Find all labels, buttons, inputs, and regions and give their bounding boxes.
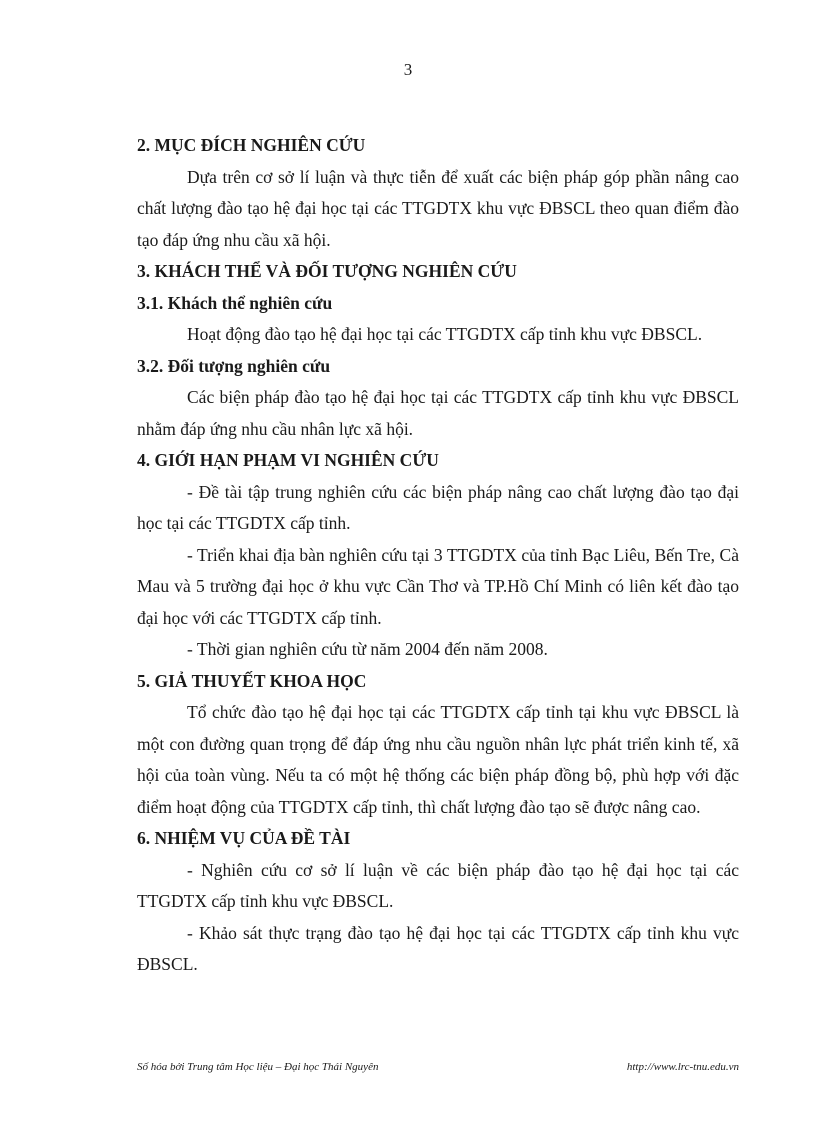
section-3-heading: 3. KHÁCH THỂ VÀ ĐỐI TƯỢNG NGHIÊN CỨU xyxy=(137,261,517,281)
section-6-item-1: - Nghiên cứu cơ sở lí luận về các biện pháp đào tạo hệ đại học tại các TTGDTX cấp tỉnh khu vực ĐBSCL. xyxy=(137,859,739,911)
section-5-paragraph: Tổ chức đào tạo hệ đại học tại các TTGDTX cấp tỉnh tại khu vực ĐBSCL là một con đường quan trọng để đáp ứng nhu cầu nguồn nhân lực phát triển kinh tế, xã hội của toàn vùng. Nếu ta có một hệ thống các biện pháp đồng bộ, phù hợp với đặc điểm hoạt động của TTGDTX cấp tỉnh, thì chất lượng đào tạo sẽ được nâng cao. xyxy=(137,702,739,817)
section-4-item-2: - Triển khai địa bàn nghiên cứu tại 3 TTGDTX của tỉnh Bạc Liêu, Bến Tre, Cà Mau và 5 trường đại học ở khu vực Cần Thơ và TP.Hồ Chí Minh có liên kết đào tạo đại học với các TTGDTX cấp tỉnh. xyxy=(137,544,739,628)
section-3-2-paragraph: Các biện pháp đào tạo hệ đại học tại các TTGDTX cấp tỉnh khu vực ĐBSCL nhằm đáp ứng nhu cầu nhân lực xã hội. xyxy=(137,387,739,439)
section-4-heading: 4. GIỚI HẠN PHẠM VI NGHIÊN CỨU xyxy=(137,450,439,470)
section-3-1-heading: 3.1. Khách thể nghiên cứu xyxy=(137,292,333,313)
page-number: 3 xyxy=(403,60,413,79)
section-4-item-3: - Thời gian nghiên cứu từ năm 2004 đến năm 2008. xyxy=(187,639,548,659)
footer-source: Số hóa bởi Trung tâm Học liệu – Đại học Thái Nguyên xyxy=(137,1061,379,1073)
section-2-heading: 2. MỤC ĐÍCH NGHIÊN CỨU xyxy=(137,135,366,155)
section-4-item-1: - Đề tài tập trung nghiên cứu các biện pháp nâng cao chất lượng đào tạo đại học tại các TTGDTX cấp tỉnh. xyxy=(137,481,739,533)
section-6-item-2: - Khảo sát thực trạng đào tạo hệ đại học tại các TTGDTX cấp tỉnh khu vực ĐBSCL. xyxy=(137,922,739,974)
document-body xyxy=(137,130,739,981)
section-6-heading: 6. NHIỆM VỤ CỦA ĐỀ TÀI xyxy=(137,828,351,848)
footer-url: http://www.lrc-tnu.edu.vn xyxy=(626,1061,739,1073)
section-2-paragraph: Dựa trên cơ sở lí luận và thực tiễn để xuất các biện pháp góp phần nâng cao chất lượng đào tạo hệ đại học tại các TTGDTX khu vực ĐBSCL theo quan điểm đào tạo đáp ứng nhu cầu xã hội. xyxy=(137,166,739,250)
section-3-1-paragraph: Hoạt động đào tạo hệ đại học tại các TTGDTX cấp tỉnh khu vực ĐBSCL. xyxy=(187,324,703,344)
section-3-2-heading: 3.2. Đối tượng nghiên cứu xyxy=(137,355,331,376)
section-5-heading: 5. GIẢ THUYẾT KHOA HỌC xyxy=(137,670,367,691)
